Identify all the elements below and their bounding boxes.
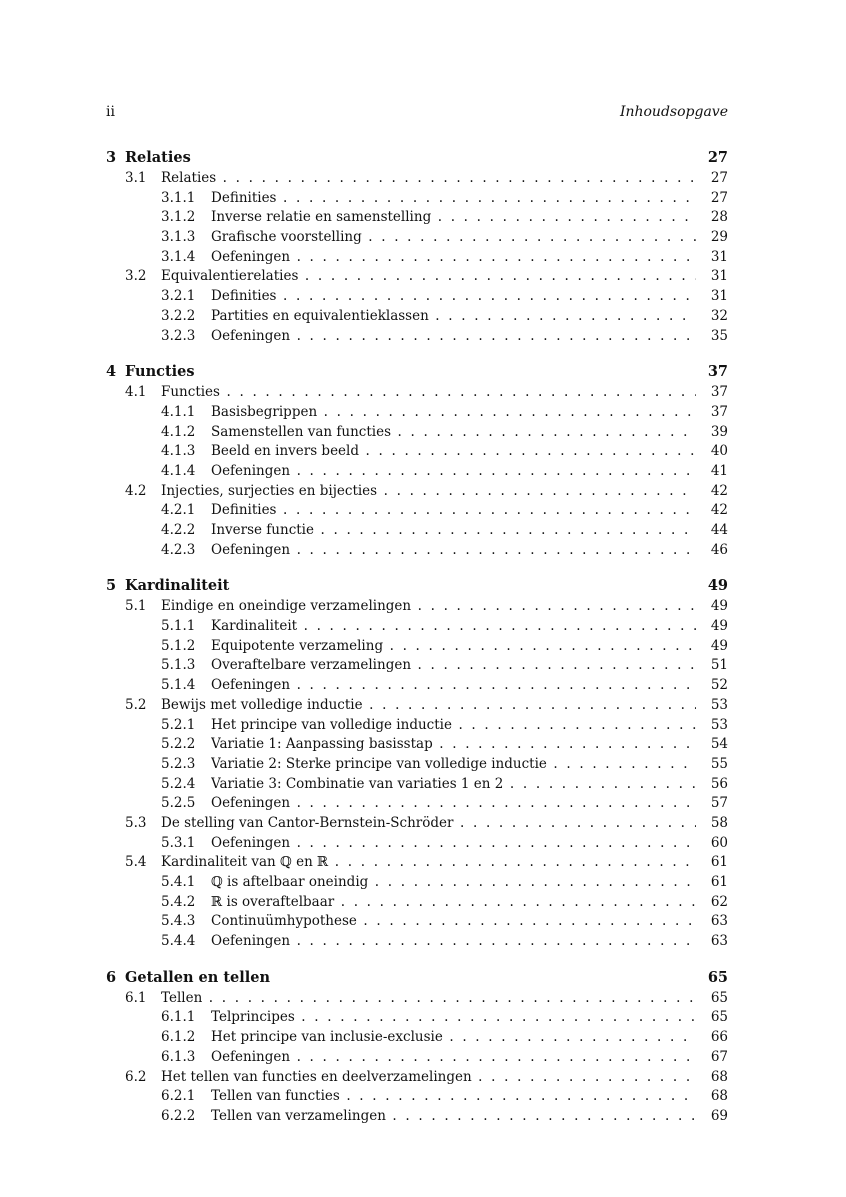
entry-number: 5.1.4 xyxy=(161,677,196,694)
entry-number: 5.2.4 xyxy=(161,775,196,792)
entry-number: 6.1.1 xyxy=(161,1009,196,1026)
entry-number: 3.1 xyxy=(125,170,147,186)
entry-title: Inverse functie . . . xyxy=(211,521,696,541)
toc-section-entry[interactable] xyxy=(0,597,846,617)
entry-page: 65 xyxy=(707,968,728,986)
entry-page: 28 xyxy=(710,209,728,226)
entry-page: 49 xyxy=(710,618,728,635)
entry-number: 5.2.3 xyxy=(161,755,196,772)
entry-title: Functies . . . xyxy=(161,383,696,403)
toc-section-entry[interactable] xyxy=(0,383,846,403)
toc-section-entry[interactable] xyxy=(0,696,846,716)
entry-title: Variatie 1: Aanpassing basisstap . . . xyxy=(211,735,696,755)
entry-title: Oefeningen . . . xyxy=(211,327,696,347)
toc-subsection-entry[interactable] xyxy=(0,617,846,637)
entry-page: 31 xyxy=(710,248,728,265)
entry-number: 5.3 xyxy=(125,814,147,831)
toc-subsection-entry[interactable] xyxy=(0,637,846,657)
entry-title: Oefeningen . . . xyxy=(211,932,696,952)
entry-number: 3.1.3 xyxy=(161,229,196,246)
entry-title: Partities en equivalentieklassen . . . xyxy=(211,307,696,327)
entry-number: 5.1.1 xyxy=(161,618,196,635)
entry-page: 27 xyxy=(710,189,728,206)
entry-number: 4.1 xyxy=(125,384,147,401)
entry-page: 41 xyxy=(710,462,728,479)
entry-number: 5.2.5 xyxy=(161,795,196,812)
toc-chapter-block xyxy=(0,967,846,1127)
entry-number: 4.2.3 xyxy=(161,541,196,558)
entry-page: 29 xyxy=(710,229,728,246)
entry-title: Oefeningen . . . xyxy=(211,541,696,561)
entry-number: 4.1.2 xyxy=(161,423,196,440)
entry-number: 4.2.1 xyxy=(161,502,196,519)
toc-chapter-entry[interactable] xyxy=(0,147,846,169)
toc-subsection-entry[interactable] xyxy=(0,442,846,462)
entry-number: 5.3.1 xyxy=(161,834,196,851)
toc-subsection-entry[interactable] xyxy=(0,1028,846,1048)
entry-number: 3.2 xyxy=(125,268,147,285)
toc-chapter-entry[interactable] xyxy=(0,575,846,597)
toc-chapter-entry[interactable] xyxy=(0,361,846,383)
entry-page: 37 xyxy=(710,384,728,401)
toc-subsection-entry[interactable] xyxy=(0,775,846,795)
entry-title: Injecties, surjecties en bijecties . . . xyxy=(161,482,696,502)
toc-subsection-entry[interactable] xyxy=(0,189,846,209)
entry-page: 31 xyxy=(710,288,728,305)
entry-title: Continuümhypothese . . . xyxy=(211,912,696,932)
toc-section-entry[interactable] xyxy=(0,814,846,834)
entry-number: 5 xyxy=(106,577,117,595)
toc-subsection-entry[interactable] xyxy=(0,656,846,676)
entry-page: 68 xyxy=(710,1068,728,1085)
entry-title: Overaftelbare verzamelingen . . . xyxy=(211,656,696,676)
entry-page: 55 xyxy=(710,755,728,772)
entry-title: Beeld en invers beeld . . . xyxy=(211,442,696,462)
entry-title: Kardinaliteit xyxy=(125,577,230,595)
toc-subsection-entry[interactable] xyxy=(0,1008,846,1028)
toc-subsection-entry[interactable] xyxy=(0,228,846,248)
toc-subsection-entry[interactable] xyxy=(0,462,846,482)
entry-title: Relaties xyxy=(125,149,191,166)
toc-section-entry[interactable] xyxy=(0,1068,846,1088)
toc-subsection-entry[interactable] xyxy=(0,307,846,327)
entry-page: 39 xyxy=(710,423,728,440)
entry-title: Variatie 3: Combinatie van variaties 1 en 2 . . . xyxy=(211,775,696,795)
toc-subsection-entry[interactable] xyxy=(0,541,846,561)
toc-subsection-entry[interactable] xyxy=(0,501,846,521)
entry-page: 40 xyxy=(710,443,728,460)
entry-number: 5.2.1 xyxy=(161,716,196,733)
entry-page: 49 xyxy=(707,577,728,595)
entry-title: Relaties . . . xyxy=(161,169,696,189)
entry-number: 3.1.4 xyxy=(161,248,196,265)
entry-page: 63 xyxy=(710,933,728,950)
toc-subsection-entry[interactable] xyxy=(0,521,846,541)
toc-subsection-entry[interactable] xyxy=(0,794,846,814)
entry-page: 58 xyxy=(710,814,728,831)
entry-title: Definities . . . xyxy=(211,501,696,521)
entry-number: 5.1 xyxy=(125,598,147,615)
entry-page: 62 xyxy=(710,893,728,910)
entry-number: 6.2.1 xyxy=(161,1088,196,1105)
toc-chapter-block xyxy=(0,575,846,951)
entry-number: 4.1.4 xyxy=(161,462,196,479)
entry-title: Telprincipes . . . xyxy=(211,1008,696,1028)
entry-page: 37 xyxy=(710,403,728,420)
entry-number: 5.4 xyxy=(125,854,147,871)
entry-title: Tellen van functies . . . xyxy=(211,1087,696,1107)
entry-page: 42 xyxy=(710,482,728,499)
toc-subsection-entry[interactable] xyxy=(0,403,846,423)
entry-title: Oefeningen . . . xyxy=(211,462,696,482)
entry-title: Bewijs met volledige inductie . . . xyxy=(161,696,696,716)
entry-page: 61 xyxy=(710,854,728,871)
entry-title: Oefeningen . . . xyxy=(211,248,696,268)
entry-title: De stelling van Cantor-Bernstein-Schröder . . . xyxy=(161,814,696,834)
toc-section-entry[interactable] xyxy=(0,482,846,502)
toc-subsection-entry[interactable] xyxy=(0,716,846,736)
entry-page: 27 xyxy=(710,170,728,186)
toc-section-entry[interactable] xyxy=(0,989,846,1009)
entry-page: 44 xyxy=(710,522,728,538)
entry-page: 57 xyxy=(710,795,728,812)
toc-chapter-entry[interactable] xyxy=(0,967,846,989)
table-of-contents xyxy=(0,147,846,1142)
entry-page: 49 xyxy=(710,598,728,615)
entry-page: 32 xyxy=(710,307,728,324)
toc-chapter-block xyxy=(0,147,846,346)
entry-title: Oefeningen . . . xyxy=(211,676,696,696)
entry-page: 69 xyxy=(710,1107,728,1124)
entry-number: 5.1.3 xyxy=(161,657,196,674)
toc-section-entry[interactable] xyxy=(0,853,846,873)
entry-page: 46 xyxy=(710,541,728,558)
entry-number: 5.1.2 xyxy=(161,637,196,654)
entry-page: 37 xyxy=(707,363,728,381)
entry-page: 65 xyxy=(710,989,728,1006)
entry-title: Samenstellen van functies . . . xyxy=(211,423,696,443)
entry-page: 63 xyxy=(710,913,728,930)
entry-title: Definities . . . xyxy=(211,287,696,307)
entry-title: Eindige en oneindige verzamelingen . . . xyxy=(161,597,696,617)
entry-title: Tellen van verzamelingen . . . xyxy=(211,1107,696,1127)
entry-title: ℝ is overaftelbaar . . . xyxy=(211,893,696,913)
entry-page: 65 xyxy=(710,1009,728,1026)
entry-number: 6.2.2 xyxy=(161,1107,196,1124)
entry-title: Oefeningen . . . xyxy=(211,1048,696,1068)
entry-number: 3.1.2 xyxy=(161,209,196,226)
entry-page: 49 xyxy=(710,637,728,654)
toc-subsection-entry[interactable] xyxy=(0,327,846,347)
entry-number: 4.2.2 xyxy=(161,522,196,538)
entry-number: 6.1 xyxy=(125,989,147,1006)
entry-title: Basisbegrippen . . . xyxy=(211,403,696,423)
running-title: Inhoudsopgave xyxy=(619,104,728,120)
toc-subsection-entry[interactable] xyxy=(0,248,846,268)
entry-page: 52 xyxy=(710,677,728,694)
toc-subsection-entry[interactable] xyxy=(0,676,846,696)
entry-number: 5.2 xyxy=(125,696,147,713)
toc-subsection-entry[interactable] xyxy=(0,208,846,228)
entry-page: 31 xyxy=(710,268,728,285)
entry-title: Equivalentierelaties . . . xyxy=(161,267,696,287)
toc-subsection-entry[interactable] xyxy=(0,1107,846,1127)
entry-number: 5.4.2 xyxy=(161,893,196,910)
toc-subsection-entry[interactable] xyxy=(0,932,846,952)
toc-subsection-entry[interactable] xyxy=(0,1087,846,1107)
toc-chapter-block xyxy=(0,361,846,560)
toc-section-entry[interactable] xyxy=(0,267,846,287)
entry-number: 3.1.1 xyxy=(161,189,196,206)
entry-page: 60 xyxy=(710,834,728,851)
entry-title: Oefeningen . . . xyxy=(211,834,696,854)
toc-subsection-entry[interactable] xyxy=(0,893,846,913)
entry-title: Getallen en tellen xyxy=(125,968,271,986)
page-number: ii xyxy=(106,104,115,120)
entry-page: 66 xyxy=(710,1029,728,1046)
entry-number: 3.2.2 xyxy=(161,307,196,324)
entry-page: 53 xyxy=(710,696,728,713)
entry-number: 6.2 xyxy=(125,1068,147,1085)
toc-subsection-entry[interactable] xyxy=(0,423,846,443)
entry-title: Definities . . . xyxy=(211,189,696,209)
entry-number: 3.2.1 xyxy=(161,288,196,305)
entry-page: 35 xyxy=(710,327,728,344)
entry-title: Grafische voorstelling . . . xyxy=(211,228,696,248)
toc-subsection-entry[interactable] xyxy=(0,1048,846,1068)
entry-number: 6 xyxy=(106,968,117,986)
entry-number: 5.4.4 xyxy=(161,933,196,950)
entry-title: ℚ is aftelbaar oneindig . . . xyxy=(211,873,696,893)
entry-page: 61 xyxy=(710,874,728,890)
entry-page: 56 xyxy=(710,775,728,792)
entry-number: 5.2.2 xyxy=(161,736,196,753)
entry-title: Equipotente verzameling . . . xyxy=(211,637,696,657)
entry-title: Functies xyxy=(125,363,195,381)
entry-title: Inverse relatie en samenstelling . . . xyxy=(211,208,696,228)
entry-title: Het tellen van functies en deelverzamelingen . . . xyxy=(161,1068,696,1088)
entry-number: 6.1.2 xyxy=(161,1029,196,1046)
toc-subsection-entry[interactable] xyxy=(0,873,846,893)
entry-page: 51 xyxy=(710,657,728,674)
entry-number: 4.1.3 xyxy=(161,443,196,460)
entry-page: 53 xyxy=(710,716,728,733)
entry-number: 4.2 xyxy=(125,482,147,499)
entry-title: Het principe van volledige inductie . . . xyxy=(211,716,696,736)
entry-title: Kardinaliteit van ℚ en ℝ . . . xyxy=(161,853,696,873)
entry-number: 4 xyxy=(106,363,117,381)
entry-title: Het principe van inclusie-exclusie . . . xyxy=(211,1028,696,1048)
toc-subsection-entry[interactable] xyxy=(0,834,846,854)
entry-page: 67 xyxy=(710,1048,728,1065)
toc-subsection-entry[interactable] xyxy=(0,287,846,307)
entry-page: 68 xyxy=(710,1088,728,1105)
entry-number: 3 xyxy=(106,149,117,166)
entry-title: Tellen . . . xyxy=(161,989,696,1009)
entry-page: 27 xyxy=(707,149,728,166)
toc-subsection-entry[interactable] xyxy=(0,912,846,932)
toc-section-entry[interactable] xyxy=(0,169,846,189)
entry-number: 6.1.3 xyxy=(161,1048,196,1065)
entry-title: Oefeningen . . . xyxy=(211,794,696,814)
toc-subsection-entry[interactable] xyxy=(0,735,846,755)
entry-number: 3.2.3 xyxy=(161,327,196,344)
entry-number: 5.4.1 xyxy=(161,874,196,890)
entry-page: 54 xyxy=(710,736,728,753)
entry-title: Variatie 2: Sterke principe van volledige inductie . . . xyxy=(211,755,696,775)
entry-number: 4.1.1 xyxy=(161,403,196,420)
toc-subsection-entry[interactable] xyxy=(0,755,846,775)
page-header xyxy=(106,104,728,126)
entry-title: Kardinaliteit . . . xyxy=(211,617,696,637)
entry-page: 42 xyxy=(710,502,728,519)
entry-number: 5.4.3 xyxy=(161,913,196,930)
